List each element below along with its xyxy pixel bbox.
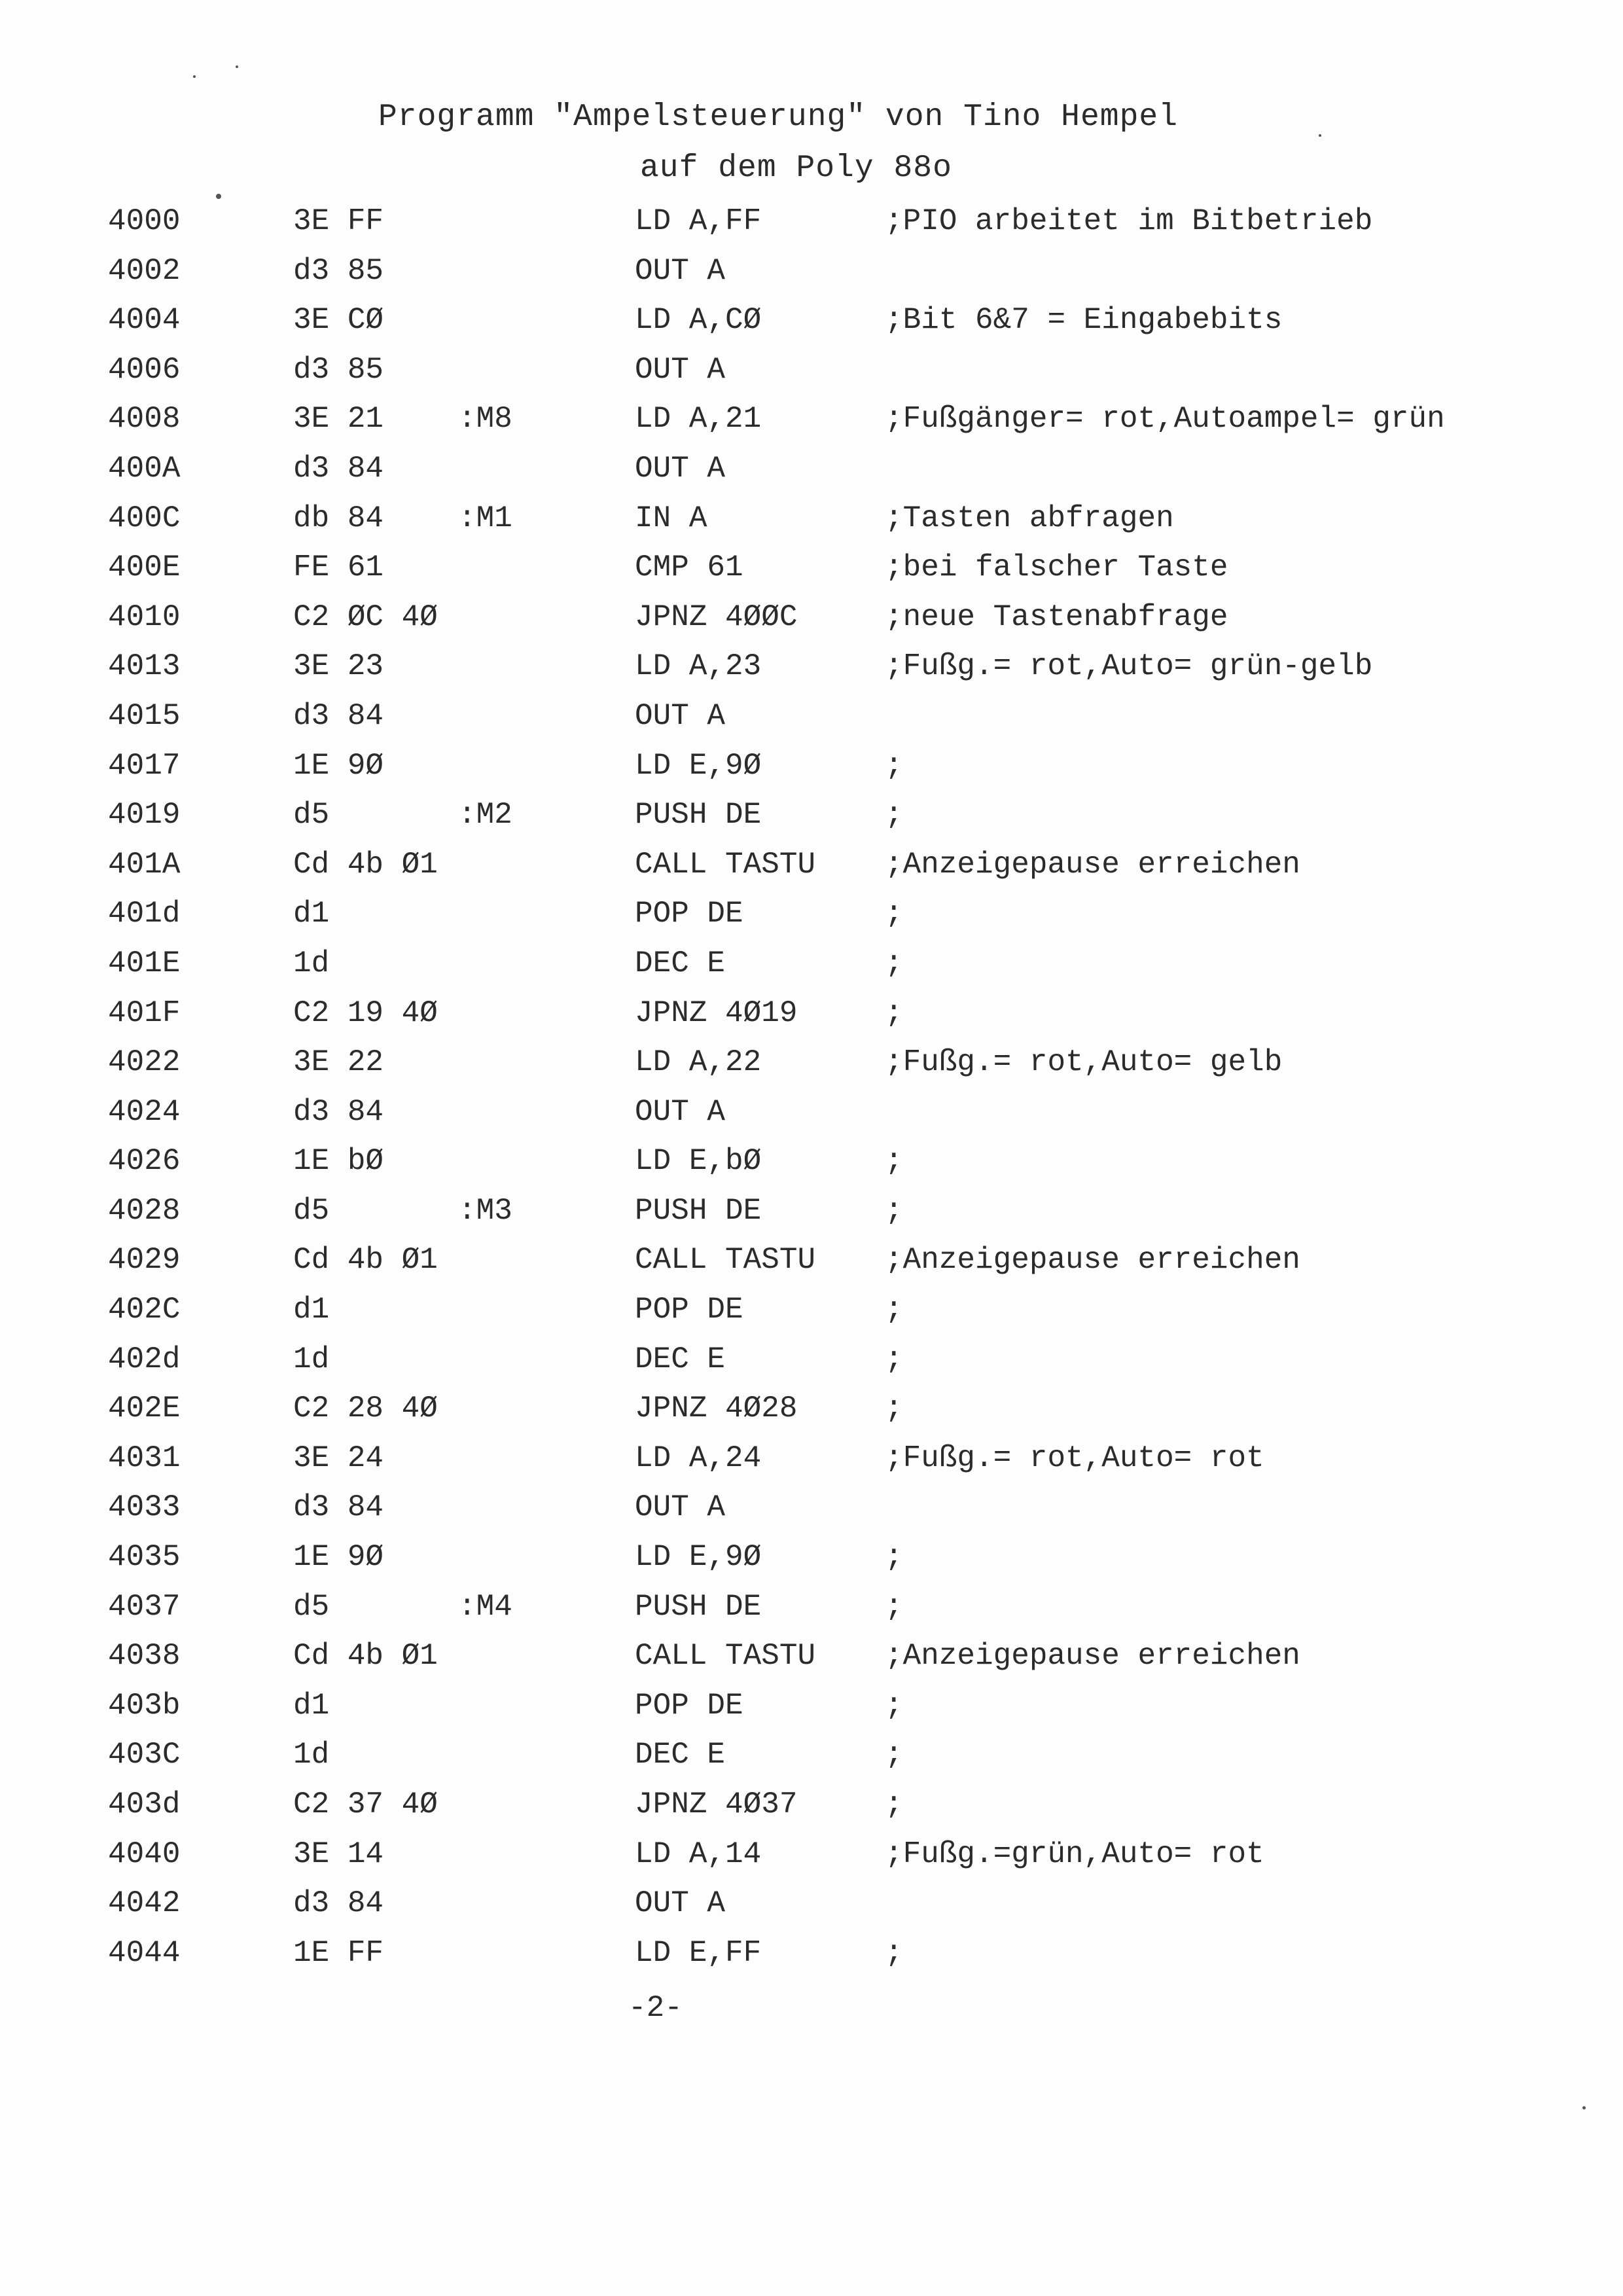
address-cell: 4004	[108, 303, 181, 338]
label-cell: :M4	[458, 1589, 512, 1624]
listing-row	[0, 699, 1623, 749]
address-cell: 4015	[108, 698, 181, 733]
address-cell: 4033	[108, 1490, 181, 1525]
comment-cell: ;Fußg.= rot,Auto= grün-gelb	[885, 649, 1373, 684]
instruction-cell: LD A,24	[635, 1441, 762, 1475]
label-cell: :M8	[458, 402, 512, 437]
opcode-cell: d3 84	[293, 1490, 384, 1525]
comment-cell: ;	[885, 1787, 903, 1821]
instruction-cell: OUT A	[635, 352, 726, 387]
instruction-cell: JPNZ 4Ø19	[635, 996, 798, 1030]
listing-row	[0, 254, 1623, 304]
listing-row	[0, 452, 1623, 501]
listing-row	[0, 1194, 1623, 1244]
instruction-cell: CALL TASTU	[635, 1243, 816, 1278]
opcode-cell: d1	[293, 1688, 330, 1723]
comment-cell: ;	[885, 1738, 903, 1772]
opcode-cell: d3 84	[293, 451, 384, 486]
address-cell: 4013	[108, 649, 181, 684]
comment-cell: ;PIO arbeitet im Bitbetrieb	[885, 204, 1373, 238]
listing-row	[0, 1144, 1623, 1194]
address-cell: 401A	[108, 847, 181, 882]
address-cell: 403b	[108, 1688, 181, 1723]
comment-cell: ;	[885, 1342, 903, 1376]
scan-speck	[236, 65, 238, 68]
comment-cell: ;	[885, 1144, 903, 1179]
address-cell: 4010	[108, 600, 181, 634]
address-cell: 403C	[108, 1738, 181, 1772]
label-cell: :M1	[458, 501, 512, 535]
listing-row	[0, 353, 1623, 403]
instruction-cell: DEC E	[635, 1738, 726, 1772]
opcode-cell: 3E 14	[293, 1837, 384, 1871]
comment-cell: ;bei falscher Taste	[885, 550, 1228, 585]
opcode-cell: 1d	[293, 1738, 330, 1772]
instruction-cell: CALL TASTU	[635, 847, 816, 882]
instruction-cell: LD A,FF	[635, 204, 762, 238]
label-cell: :M2	[458, 798, 512, 833]
listing-row	[0, 1886, 1623, 1936]
opcode-cell: 3E 23	[293, 649, 384, 684]
address-cell: 401F	[108, 996, 181, 1030]
listing-row	[0, 1391, 1623, 1441]
document-title: Programm "Ampelsteuerung" von Tino Hempel	[378, 99, 1178, 135]
opcode-cell: 1E 9Ø	[293, 748, 384, 783]
instruction-cell: JPNZ 4ØØC	[635, 600, 798, 634]
opcode-cell: 3E 22	[293, 1045, 384, 1080]
page-number: -2-	[628, 1991, 683, 2025]
instruction-cell: LD A,23	[635, 649, 762, 684]
listing-row	[0, 1540, 1623, 1590]
address-cell: 4022	[108, 1045, 181, 1080]
comment-cell: ;	[885, 748, 903, 783]
address-cell: 4037	[108, 1589, 181, 1624]
instruction-cell: POP DE	[635, 1293, 743, 1327]
scan-speck	[216, 194, 221, 199]
listing-row	[0, 1490, 1623, 1540]
comment-cell: ;	[885, 946, 903, 980]
instruction-cell: PUSH DE	[635, 798, 762, 833]
opcode-cell: FE 61	[293, 550, 384, 585]
scan-speck	[1582, 2106, 1586, 2109]
address-cell: 4019	[108, 798, 181, 833]
comment-cell: ;	[885, 1540, 903, 1575]
listing-row	[0, 1243, 1623, 1293]
address-cell: 4008	[108, 402, 181, 437]
comment-cell: ;	[885, 1293, 903, 1327]
opcode-cell: d5	[293, 798, 330, 833]
opcode-cell: d1	[293, 897, 330, 931]
address-cell: 401E	[108, 946, 181, 980]
listing-row	[0, 600, 1623, 650]
label-cell: :M3	[458, 1193, 512, 1228]
instruction-cell: PUSH DE	[635, 1589, 762, 1624]
address-cell: 4035	[108, 1540, 181, 1575]
comment-cell: ;Anzeigepause erreichen	[885, 1639, 1300, 1674]
opcode-cell: d5	[293, 1193, 330, 1228]
opcode-cell: Cd 4b Ø1	[293, 1243, 438, 1278]
listing-row	[0, 996, 1623, 1046]
listing-row	[0, 204, 1623, 254]
listing-row	[0, 1590, 1623, 1640]
instruction-cell: OUT A	[635, 1886, 726, 1921]
comment-cell: ;	[885, 1193, 903, 1228]
comment-cell: ;	[885, 1391, 903, 1426]
instruction-cell: OUT A	[635, 451, 726, 486]
instruction-cell: IN A	[635, 501, 707, 535]
address-cell: 4028	[108, 1193, 181, 1228]
instruction-cell: DEC E	[635, 946, 726, 980]
opcode-cell: d3 85	[293, 352, 384, 387]
comment-cell: ;	[885, 1935, 903, 1970]
listing-row	[0, 1342, 1623, 1392]
listing-row	[0, 1095, 1623, 1145]
listing-row	[0, 1639, 1623, 1689]
instruction-cell: OUT A	[635, 253, 726, 288]
comment-cell: ;Fußg.=grün,Auto= rot	[885, 1837, 1264, 1871]
scan-speck	[1319, 134, 1321, 137]
comment-cell: ;Anzeigepause erreichen	[885, 847, 1300, 882]
listing-row	[0, 848, 1623, 897]
listing-row	[0, 501, 1623, 551]
opcode-cell: d3 84	[293, 1886, 384, 1921]
instruction-cell: CALL TASTU	[635, 1639, 816, 1674]
assembly-listing	[0, 204, 1623, 1985]
address-cell: 4002	[108, 253, 181, 288]
opcode-cell: 1E bØ	[293, 1144, 384, 1179]
listing-row	[0, 550, 1623, 600]
opcode-cell: C2 19 4Ø	[293, 996, 438, 1030]
listing-row	[0, 946, 1623, 996]
address-cell: 4029	[108, 1243, 181, 1278]
address-cell: 4026	[108, 1144, 181, 1179]
listing-row	[0, 1738, 1623, 1787]
address-cell: 4038	[108, 1639, 181, 1674]
listing-row	[0, 1936, 1623, 1986]
comment-cell: ;	[885, 996, 903, 1030]
instruction-cell: OUT A	[635, 1094, 726, 1129]
listing-row	[0, 1293, 1623, 1342]
instruction-cell: OUT A	[635, 698, 726, 733]
instruction-cell: PUSH DE	[635, 1193, 762, 1228]
instruction-cell: LD E,bØ	[635, 1144, 762, 1179]
scan-speck	[193, 75, 196, 78]
opcode-cell: C2 28 4Ø	[293, 1391, 438, 1426]
opcode-cell: d5	[293, 1589, 330, 1624]
listing-row	[0, 897, 1623, 946]
instruction-cell: LD E,9Ø	[635, 748, 762, 783]
address-cell: 4031	[108, 1441, 181, 1475]
instruction-cell: LD A,CØ	[635, 303, 762, 338]
address-cell: 400E	[108, 550, 181, 585]
opcode-cell: d1	[293, 1293, 330, 1327]
instruction-cell: JPNZ 4Ø28	[635, 1391, 798, 1426]
address-cell: 4006	[108, 352, 181, 387]
address-cell: 400C	[108, 501, 181, 535]
instruction-cell: LD A,22	[635, 1045, 762, 1080]
opcode-cell: 1E 9Ø	[293, 1540, 384, 1575]
address-cell: 4017	[108, 748, 181, 783]
instruction-cell: POP DE	[635, 897, 743, 931]
comment-cell: ;Fußg.= rot,Auto= rot	[885, 1441, 1264, 1475]
listing-row	[0, 798, 1623, 848]
comment-cell: ;	[885, 1688, 903, 1723]
address-cell: 4040	[108, 1837, 181, 1871]
instruction-cell: DEC E	[635, 1342, 726, 1376]
comment-cell: ;Anzeigepause erreichen	[885, 1243, 1300, 1278]
opcode-cell: C2 ØC 4Ø	[293, 600, 438, 634]
address-cell: 403d	[108, 1787, 181, 1821]
opcode-cell: d3 85	[293, 253, 384, 288]
opcode-cell: 3E 24	[293, 1441, 384, 1475]
comment-cell: ;Fußg.= rot,Auto= gelb	[885, 1045, 1283, 1080]
instruction-cell: LD A,21	[635, 402, 762, 437]
instruction-cell: OUT A	[635, 1490, 726, 1525]
address-cell: 402d	[108, 1342, 181, 1376]
address-cell: 401d	[108, 897, 181, 931]
opcode-cell: 1d	[293, 1342, 330, 1376]
instruction-cell: CMP 61	[635, 550, 743, 585]
listing-row	[0, 303, 1623, 353]
opcode-cell: C2 37 4Ø	[293, 1787, 438, 1821]
comment-cell: ;Bit 6&7 = Eingabebits	[885, 303, 1283, 338]
listing-row	[0, 1441, 1623, 1491]
comment-cell: ;	[885, 897, 903, 931]
listing-row	[0, 1787, 1623, 1837]
listing-row	[0, 1689, 1623, 1738]
address-cell: 4024	[108, 1094, 181, 1129]
listing-row	[0, 749, 1623, 798]
address-cell: 400A	[108, 451, 181, 486]
opcode-cell: 3E CØ	[293, 303, 384, 338]
comment-cell: ;Tasten abfragen	[885, 501, 1174, 535]
listing-row	[0, 1837, 1623, 1887]
opcode-cell: Cd 4b Ø1	[293, 1639, 438, 1674]
instruction-cell: LD E,FF	[635, 1935, 762, 1970]
listing-row	[0, 402, 1623, 452]
opcode-cell: 1E FF	[293, 1935, 384, 1970]
opcode-cell: d3 84	[293, 1094, 384, 1129]
document-subtitle: auf dem Poly 88o	[640, 151, 952, 186]
opcode-cell: 3E 21	[293, 402, 384, 437]
instruction-cell: POP DE	[635, 1688, 743, 1723]
instruction-cell: LD A,14	[635, 1837, 762, 1871]
address-cell: 4000	[108, 204, 181, 238]
listing-row	[0, 1045, 1623, 1095]
opcode-cell: d3 84	[293, 698, 384, 733]
instruction-cell: JPNZ 4Ø37	[635, 1787, 798, 1821]
address-cell: 402E	[108, 1391, 181, 1426]
comment-cell: ;Fußgänger= rot,Autoampel= grün	[885, 402, 1445, 437]
comment-cell: ;neue Tastenabfrage	[885, 600, 1228, 634]
opcode-cell: 1d	[293, 946, 330, 980]
comment-cell: ;	[885, 1589, 903, 1624]
instruction-cell: LD E,9Ø	[635, 1540, 762, 1575]
listing-row	[0, 649, 1623, 699]
opcode-cell: 3E FF	[293, 204, 384, 238]
opcode-cell: db 84	[293, 501, 384, 535]
address-cell: 402C	[108, 1293, 181, 1327]
comment-cell: ;	[885, 798, 903, 833]
opcode-cell: Cd 4b Ø1	[293, 847, 438, 882]
address-cell: 4044	[108, 1935, 181, 1970]
address-cell: 4042	[108, 1886, 181, 1921]
